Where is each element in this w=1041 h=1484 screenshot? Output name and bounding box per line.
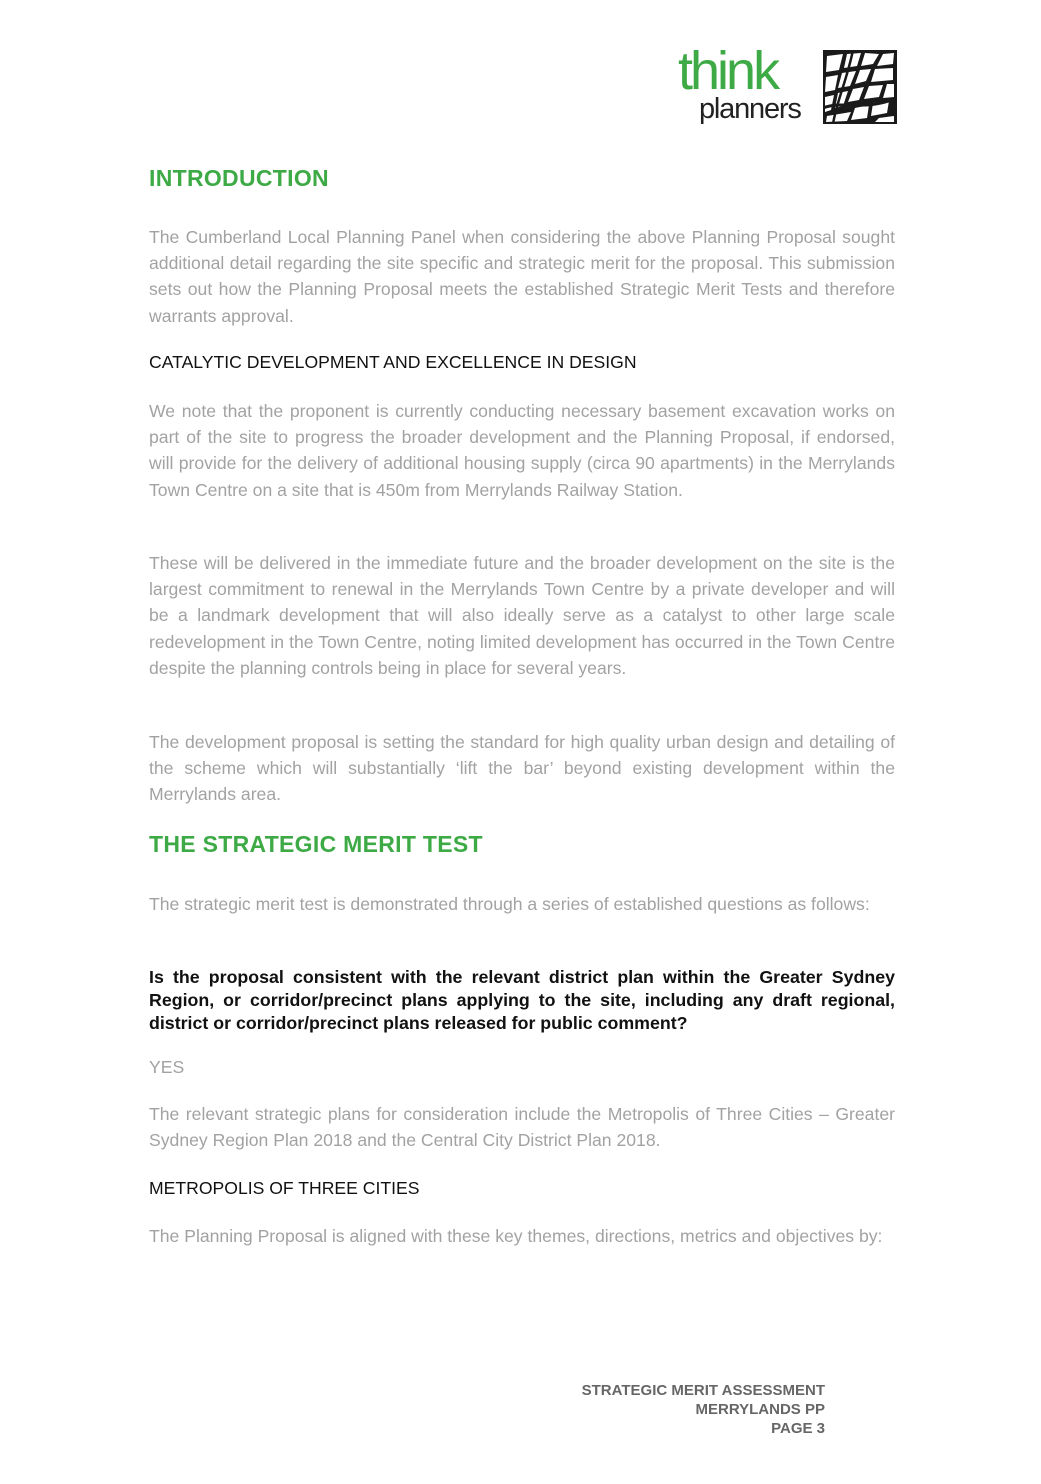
paragraph-catalytic-1: We note that the proponent is currently conducting necessary basement excavation works on part of the site to progress the broader development and the Planning Proposal, if endorsed, will provide for the delivery of additional housing supply (circa 90 apartments) in the Merrylands Town Centre on a site that is 450m from Merrylands Railway Station. [149,401,895,500]
paragraph-merit-intro: The strategic merit test is demonstrated through a series of established questions as follows: [149,894,870,914]
footer-project-name: MERRYLANDS PP [695,1401,825,1418]
paragraph-catalytic-2: These will be delivered in the immediate future and the broader development on the site is the largest commitment to renewal in the Merrylands Town Centre by a private developer and will be a landmark development that will also ideally serve as a catalyst to other large scale redevelopment in the Town Centre, noting limited development has occurred in the Town Centre despite the planning controls being in place for several years. [149,553,895,678]
question-district-plan: Is the proposal consistent with the relevant district plan within the Greater Sydney Region, or corridor/precinct plans applying to the site, including any draft regional, district or corridor/precinct plans released for public comment? [149,967,895,1033]
heading-introduction: INTRODUCTION [149,165,329,191]
heading-strategic-merit-test: THE STRATEGIC MERIT TEST [149,831,483,857]
footer-document-title: STRATEGIC MERIT ASSESSMENT [581,1382,825,1399]
subheading-metropolis: METROPOLIS OF THREE CITIES [149,1178,420,1198]
map-grid-icon [823,50,897,124]
logo-word-planners: planners [699,93,801,125]
paragraph-catalytic-3: The development proposal is setting the standard for high quality urban design and detailing of the scheme which will substantially ‘lift the bar’ beyond existing development within the Merrylands area. [149,732,895,805]
answer-yes: YES [149,1057,185,1077]
logo-word-think: think [678,41,778,101]
footer-page-number: PAGE 3 [771,1420,825,1437]
paragraph-strategic-plans: The relevant strategic plans for consideration include the Metropolis of Three Cities – Greater Sydney Region Plan 2018 and the Central City District Plan 2018. [149,1104,895,1151]
company-logo [676,41,898,134]
paragraph-introduction: The Cumberland Local Planning Panel when considering the above Planning Proposal sought additional detail regarding the site specific and strategic merit for the proposal. This submission sets out how the Planning Proposal meets the established Strategic Merit Tests and therefore warrants approval. [149,227,895,326]
subheading-catalytic-development: CATALYTIC DEVELOPMENT AND EXCELLENCE IN DESIGN [149,352,637,372]
page-footer [582,1381,825,1438]
paragraph-metropolis: The Planning Proposal is aligned with these key themes, directions, metrics and objectives by: [149,1226,883,1246]
